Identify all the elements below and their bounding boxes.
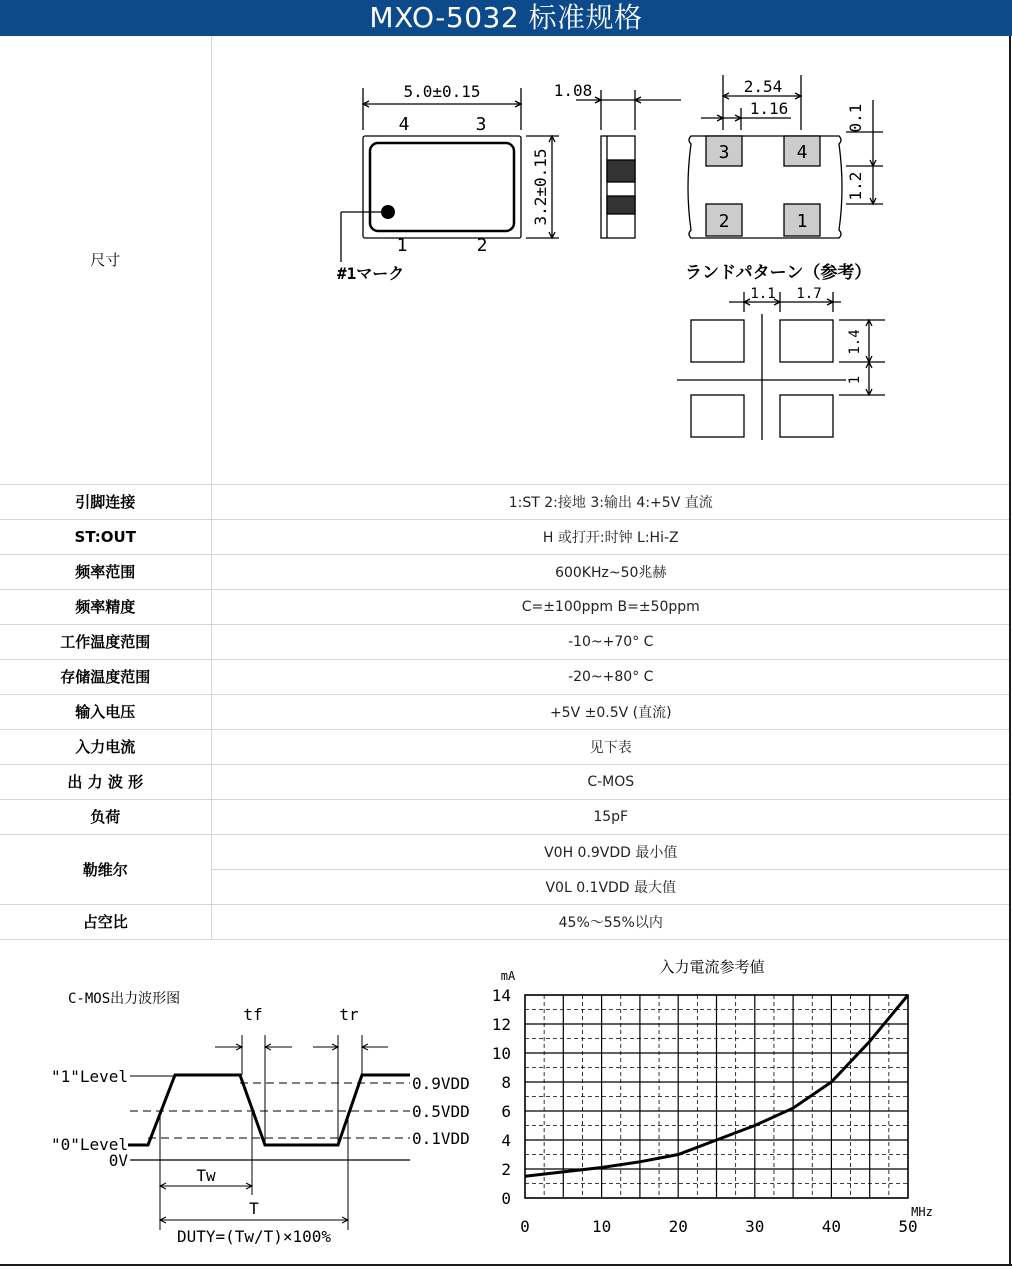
spec-label: 输入电压: [0, 694, 211, 729]
width-dim-text: 5.0±0.15: [402, 82, 481, 101]
spec-label: 频率范围: [0, 554, 211, 589]
spec-value: +5V ±0.5V (直流): [211, 694, 1010, 729]
land-pattern-title: ランドパターン（参考）: [684, 263, 871, 283]
level1-label: "1"Level: [50, 1067, 128, 1086]
tf-label: tf: [243, 1005, 263, 1024]
bottom-figures: [0, 940, 1009, 1262]
spec-value: 45%～55%以内: [211, 904, 1010, 939]
spec-value: V0H 0.9VDD 最小值: [211, 834, 1010, 869]
page-title: MXO-5032 标准规格: [0, 0, 1012, 36]
land-gap-dim-text: 1.1: [749, 286, 776, 302]
dimensions-drawing-cell: [211, 36, 1010, 484]
spec-row-freq-accuracy: [0, 589, 1010, 624]
package-side-outline: [601, 136, 635, 238]
spec-row-st: [0, 519, 1010, 554]
level0-label: "0"Level: [50, 1135, 128, 1154]
current-chart: [492, 958, 933, 1236]
spec-row-freq-range: [0, 554, 1010, 589]
land-vgap-dim-text: 1: [846, 375, 863, 385]
v05-label: 0.5VDD: [412, 1102, 470, 1121]
y-tick-label: 6: [501, 1102, 511, 1121]
y-tick-label: 14: [491, 986, 511, 1005]
y-tick-label: 2: [501, 1160, 511, 1179]
spec-value: V0L 0.1VDD 最大值: [211, 869, 1010, 904]
spec-value: H 或打开:时钟 L:Hi-Z: [211, 519, 1010, 554]
top-pin-2: 2: [476, 235, 487, 256]
spec-label: ST:OUT: [0, 519, 211, 554]
land-pad-br: [780, 395, 833, 437]
land-height-dim-text: 1.4: [846, 329, 863, 355]
spec-row-voltage: [0, 694, 1010, 729]
x-tick-label: 30: [745, 1217, 765, 1236]
spec-label: 工作温度范围: [0, 624, 211, 659]
t-label: T: [249, 1199, 259, 1218]
y-tick-label: 8: [501, 1073, 511, 1092]
spec-label: 频率精度: [0, 589, 211, 624]
dimensions-label: 尺寸: [0, 36, 211, 484]
thickness-dim-text: 1.08: [553, 81, 592, 100]
pad-offset-dim-text: 0.1: [845, 103, 865, 133]
x-tick-label: 20: [668, 1217, 688, 1236]
spec-value: -20~+80° C: [211, 659, 1010, 694]
spec-value: 1:ST 2:接地 3:输出 4:+5V 直流: [211, 484, 1010, 519]
land-width-dim-text: 1.7: [795, 286, 822, 302]
y-tick-label: 0: [501, 1189, 511, 1208]
land-pad-tl: [691, 320, 744, 362]
pad-height-dim-text: 1.2: [845, 171, 865, 201]
y-tick-label: 4: [501, 1131, 511, 1150]
frame-bottom: [0, 1264, 1012, 1266]
spec-label: 出 力 波 形: [0, 764, 211, 799]
spec-row-duty: [0, 904, 1010, 939]
spec-value: C-MOS: [211, 764, 1010, 799]
top-pin-4: 4: [398, 114, 409, 135]
pitch-dim-text: 2.54: [743, 77, 782, 96]
waveform-title: C-MOS出力波形图: [68, 991, 181, 1007]
pin1-dot: [381, 205, 395, 219]
pad-dim-text: 1.16: [749, 99, 788, 118]
chart-ylabel: mA: [500, 969, 516, 983]
bottom-pad-1: 1: [796, 211, 807, 232]
tr-label: tr: [339, 1005, 359, 1024]
v09-label: 0.9VDD: [412, 1074, 470, 1093]
spec-label: 勒维尔: [0, 834, 211, 904]
x-tick-label: 50: [898, 1217, 918, 1236]
spec-row-storage-temp: [0, 659, 1010, 694]
height-dim-text: 3.2±0.15: [530, 148, 550, 226]
spec-label: 入力电流: [0, 729, 211, 764]
y-tick-label: 12: [491, 1015, 511, 1034]
spec-label: 引脚连接: [0, 484, 211, 519]
spec-row-pin: [0, 484, 1010, 519]
top-pin-3: 3: [475, 114, 486, 135]
chart-grid: [525, 995, 908, 1198]
waveform-diagram: [51, 990, 470, 1246]
dimension-drawing: [212, 36, 1010, 484]
chart-xlabel: MHz: [911, 1205, 933, 1219]
chart-title: 入力電流参考値: [659, 958, 765, 976]
x-tick-label: 40: [821, 1217, 842, 1236]
spec-row-level-high: [0, 834, 1010, 869]
dimensions-row: [0, 36, 1010, 484]
spec-value: 600KHz~50兆赫: [211, 554, 1010, 589]
land-pad-bl: [691, 395, 744, 437]
land-pad-tr: [780, 320, 833, 362]
v01-label: 0.1VDD: [412, 1129, 470, 1148]
pin1-mark-label: #1マーク: [336, 264, 404, 283]
spec-value: -10~+70° C: [211, 624, 1010, 659]
zero-v-label: 0V: [108, 1151, 128, 1170]
package-top-outline: [363, 136, 521, 238]
frame-right: [1009, 36, 1011, 1266]
spec-row-waveform: [0, 764, 1010, 799]
spec-label: 占空比: [0, 904, 211, 939]
spec-table: [0, 36, 1010, 940]
y-tick-label: 10: [491, 1044, 511, 1063]
spec-value: C=±100ppm B=±50ppm: [211, 589, 1010, 624]
bottom-pad-4: 4: [796, 142, 807, 163]
spec-value: 见下表: [211, 729, 1010, 764]
spec-label: 负荷: [0, 799, 211, 834]
spec-row-current: [0, 729, 1010, 764]
spec-row-op-temp: [0, 624, 1010, 659]
x-tick-label: 0: [520, 1217, 530, 1236]
tw-label: Tw: [196, 1166, 216, 1185]
spec-label: 存储温度范围: [0, 659, 211, 694]
top-pin-1: 1: [396, 235, 407, 256]
duty-formula: DUTY=(Tw/T)×100%: [176, 1227, 332, 1246]
x-tick-label: 10: [591, 1217, 612, 1236]
bottom-pad-3: 3: [718, 142, 729, 163]
spec-row-load: [0, 799, 1010, 834]
bottom-pad-2: 2: [718, 211, 729, 232]
spec-value: 15pF: [211, 799, 1010, 834]
